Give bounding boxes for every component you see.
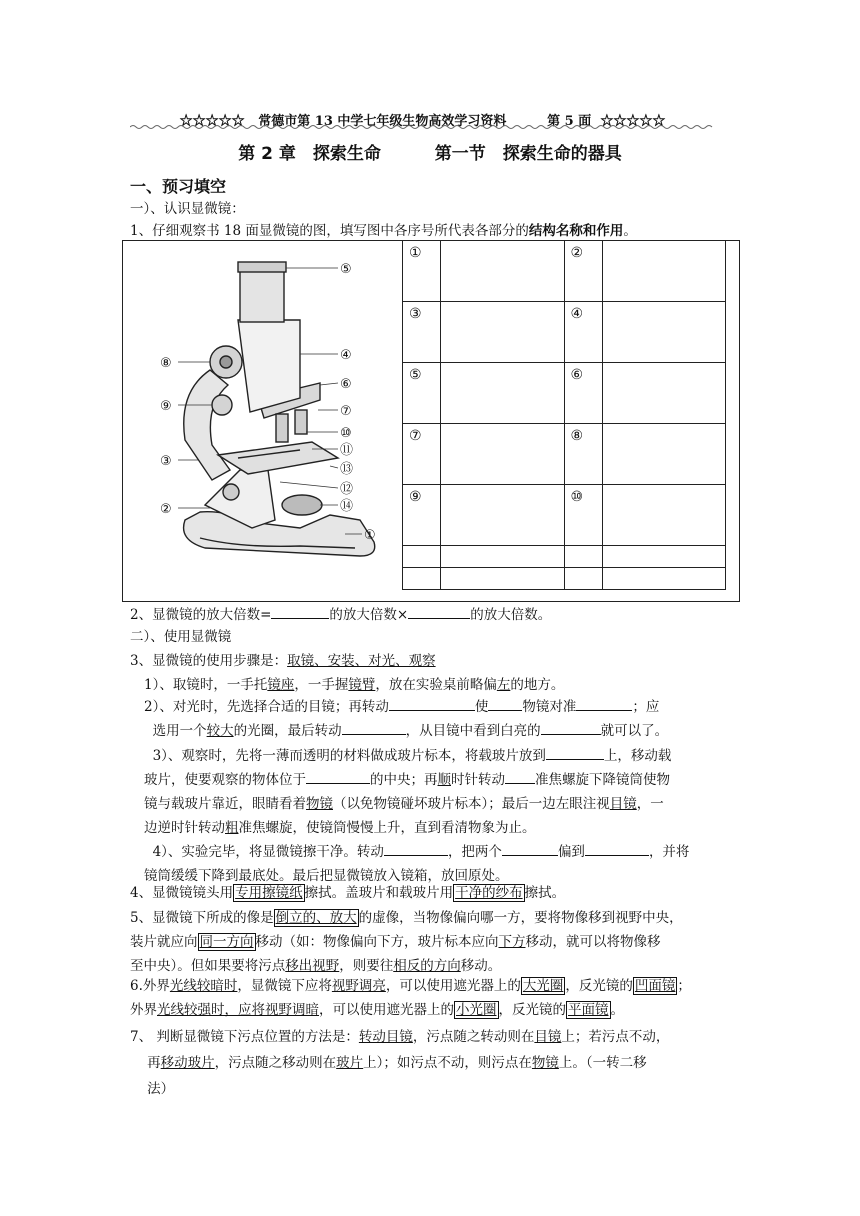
label-9: ⑨ xyxy=(160,399,172,414)
q3-2-e: 选用一个 xyxy=(152,723,207,739)
q6-g: ，反光镜的 xyxy=(565,978,633,994)
q2-a: 2、显微镜的放大倍数= xyxy=(130,607,272,623)
q3-1-d: 镜臂 xyxy=(348,677,376,693)
blank-coarse[interactable] xyxy=(505,769,535,784)
q5-f: 移动（如：物像偏向下方，玻片标本应向 xyxy=(255,934,499,950)
answer-number-cell xyxy=(564,567,602,589)
question-3-2 xyxy=(144,695,734,743)
answer-input-cell[interactable] xyxy=(441,567,565,589)
q5-k: ，则要往 xyxy=(339,958,394,974)
header-title: 常德市第 13 中学七年级生物高效学习资料 xyxy=(258,114,507,129)
answer-number-cell: ⑩ xyxy=(564,485,602,546)
answer-row xyxy=(403,363,726,424)
q6-d: 视野调亮 xyxy=(331,978,386,994)
q6-n: ，反光镜的 xyxy=(498,1002,566,1018)
answer-number-cell: ② xyxy=(564,241,602,302)
section-title-preview: 一、预习填空 xyxy=(130,177,227,196)
q4-d: 干净的纱布 xyxy=(455,885,523,901)
q3-3-b: 上，移动载 xyxy=(603,748,672,764)
subsection-use-microscope: 二）、使用显微镜 xyxy=(130,629,232,645)
q5-l: 相反的方向 xyxy=(393,958,461,974)
answer-row xyxy=(403,546,726,568)
q7-h: ，污点随之移动则在 xyxy=(214,1055,337,1071)
label-3: ③ xyxy=(160,454,172,469)
q5-e: 同一方向 xyxy=(199,934,254,950)
q5-g: 下方 xyxy=(498,934,526,950)
label-7: ⑦ xyxy=(340,404,352,419)
q3-2-f: 较大 xyxy=(206,723,234,739)
q5-a: 5、显微镜下所成的像是 xyxy=(130,910,274,926)
q5-i: 至中央）。但如果要将污点 xyxy=(130,958,286,974)
answer-input-cell[interactable] xyxy=(441,363,565,424)
q3-2-b: 使 xyxy=(474,699,489,715)
answer-number-cell xyxy=(403,546,441,568)
q3-4-e: 镜筒缓缓下降到最底处。最后把显微镜放入镜箱，放回原处。 xyxy=(144,868,509,884)
answer-number-cell: ⑧ xyxy=(564,424,602,485)
q7-i: 玻片 xyxy=(336,1055,364,1071)
answer-input-cell[interactable] xyxy=(602,363,726,424)
q3-1-e: ，放在实验桌前略偏 xyxy=(375,677,497,693)
q7-g: 移动玻片 xyxy=(160,1055,215,1071)
question-5 xyxy=(130,906,735,978)
q3-3-e: 顺 xyxy=(437,772,451,788)
header-page: 第 5 面 xyxy=(547,114,592,129)
answer-number-cell xyxy=(403,567,441,589)
q7-a: 7、 判断显微镜下污点位置的方法是： xyxy=(130,1029,359,1045)
answer-row xyxy=(403,241,726,302)
q6-a: 6.外界 xyxy=(130,978,170,994)
q3-3-l: ，一 xyxy=(636,796,664,812)
q6-p: 。 xyxy=(610,1002,624,1018)
answer-table xyxy=(402,240,726,590)
label-13: ⑬ xyxy=(340,462,354,477)
q3-2-h: ，从目镜中看到白亮的 xyxy=(405,723,541,739)
answer-row xyxy=(403,302,726,363)
q3-2-d: ；应 xyxy=(632,699,660,715)
label-12: ⑫ xyxy=(340,482,354,497)
q3-4-c: 偏到 xyxy=(557,844,585,860)
q7-j: 上）；如污点不动，则污点在 xyxy=(363,1055,532,1071)
q6-o: 平面镜 xyxy=(568,1002,609,1018)
answer-number-cell: ⑨ xyxy=(403,485,441,546)
answer-row xyxy=(403,567,726,589)
header-stars-right: ☆☆☆☆☆ xyxy=(600,114,666,129)
answer-input-cell[interactable] xyxy=(602,485,726,546)
answer-number-cell: ③ xyxy=(403,302,441,363)
q6-e: ，可以使用遮光器上的 xyxy=(385,978,521,994)
q3-3-h: 镜与载玻片靠近，眼睛看着 xyxy=(144,796,306,812)
blank-side[interactable] xyxy=(585,841,649,856)
question-4 xyxy=(130,880,735,906)
answer-number-cell: ① xyxy=(403,241,441,302)
q3-3-a: 3）、观察时，先将一薄而透明的材料做成玻片标本，将载玻片放到 xyxy=(152,748,546,764)
q4-b: 专用擦镜纸 xyxy=(235,885,303,901)
q3-4-b: ，把两个 xyxy=(447,844,502,860)
q7-c: ，污点随之转动则在 xyxy=(412,1029,535,1045)
q6-b: 光线较暗时 xyxy=(169,978,238,994)
q7-d: 目镜 xyxy=(534,1029,562,1045)
q5-m: 移动。 xyxy=(460,958,502,974)
answer-input-cell[interactable] xyxy=(602,546,726,568)
answer-row xyxy=(403,485,726,546)
q3-prefix: 3、显微镜的使用步骤是： xyxy=(130,653,288,669)
chapter-label: 第 2 章 探索生命 xyxy=(238,144,381,164)
blank-eyepiece-mag[interactable] xyxy=(271,604,329,619)
q1-suffix: 。 xyxy=(623,223,637,239)
q3-steps: 取镜、安装、对光、观察 xyxy=(287,653,436,669)
q3-1-a: 1）、取镜时，一手托 xyxy=(144,677,268,693)
section-label: 第一节 探索生命的器具 xyxy=(434,144,622,164)
answer-number-cell xyxy=(564,546,602,568)
q6-c: ，显微镜下应将 xyxy=(237,978,332,994)
answer-number-cell: ④ xyxy=(564,302,602,363)
q3-3-f: 时针转动 xyxy=(451,772,505,788)
q3-2-c: 物镜对准 xyxy=(522,699,577,715)
subsection-microscope: 一）、认识显微镜： xyxy=(130,201,245,217)
answer-input-cell[interactable] xyxy=(441,302,565,363)
q6-f: 大光圈 xyxy=(522,978,564,994)
label-5: ⑤ xyxy=(340,262,352,277)
question-3 xyxy=(130,648,735,674)
label-11: ⑪ xyxy=(340,443,354,458)
label-14: ⑭ xyxy=(340,499,354,514)
answer-number-cell: ⑦ xyxy=(403,424,441,485)
blank-field[interactable] xyxy=(541,720,601,735)
q5-c: 的虚像，当物像偏向哪一方，要将物像移到视野中央， xyxy=(358,910,683,926)
q4-c: 擦拭。盖玻片和载玻片用 xyxy=(304,885,454,901)
answer-input-cell[interactable] xyxy=(602,241,726,302)
answer-input-cell[interactable] xyxy=(602,302,726,363)
q5-j: 移出视野 xyxy=(285,958,340,974)
q7-b: 转动目镜 xyxy=(358,1029,413,1045)
q3-4-a: 4）、实验完毕，将显微镜擦干净。转动 xyxy=(152,844,384,860)
header-stars-left: ☆☆☆☆☆ xyxy=(179,114,245,129)
q3-1-g: 的地方。 xyxy=(510,677,565,693)
q5-d: 装片就应向 xyxy=(130,934,198,950)
answer-number-cell: ⑤ xyxy=(403,363,441,424)
blank-converter[interactable] xyxy=(389,696,475,711)
microscope-diagram xyxy=(0,0,402,600)
q7-k: 物镜 xyxy=(531,1055,559,1071)
q5-b: 倒立的、放大 xyxy=(275,910,357,926)
blank-low-power[interactable] xyxy=(488,696,522,711)
q2-c: 的放大倍数。 xyxy=(470,607,552,623)
q3-2-a: 2）、对光时，先选择合适的目镜；再转动 xyxy=(144,699,389,715)
question-3-3 xyxy=(144,744,734,840)
label-10: ⑩ xyxy=(340,426,352,441)
label-6: ⑥ xyxy=(340,377,352,392)
q3-2-g: 的光圈，最后转动 xyxy=(233,723,342,739)
q1-prefix: 1、仔细观察书 18 面显微镜的图，填写图中各序号所代表各部分的 xyxy=(130,223,529,239)
q3-3-k: 目镜 xyxy=(609,796,637,812)
q3-3-d: 的中央；再 xyxy=(370,772,438,788)
q3-2-i: 就可以了。 xyxy=(600,723,669,739)
label-2: ② xyxy=(160,502,172,517)
q7-f: 再 xyxy=(147,1055,161,1071)
q3-3-j: （以免物镜碰坏玻片标本）；最后一边左眼注视 xyxy=(333,796,610,812)
q3-1-c: ，一手握 xyxy=(294,677,349,693)
q6-i: ； xyxy=(677,978,691,994)
blank-light-hole-2[interactable] xyxy=(306,769,370,784)
question-6 xyxy=(130,974,735,1022)
q6-k: 光线较强时，应将视野调暗 xyxy=(157,1002,319,1018)
answer-number-cell: ⑥ xyxy=(564,363,602,424)
blank-converter-2[interactable] xyxy=(384,841,448,856)
q6-l: ，可以使用遮光器上的 xyxy=(319,1002,454,1018)
q3-4-d: ，并将 xyxy=(648,844,690,860)
q7-l: 上。（一转二移 xyxy=(558,1055,647,1071)
answer-input-cell[interactable] xyxy=(441,424,565,485)
blank-light-hole[interactable] xyxy=(576,696,632,711)
blank-objective-mag[interactable] xyxy=(408,604,470,619)
blank-mirror[interactable] xyxy=(342,720,406,735)
q6-m: 小光圈 xyxy=(456,1002,497,1018)
q4-a: 4、显微镜镜头用 xyxy=(130,885,234,901)
label-1: ① xyxy=(364,528,376,543)
label-4: ④ xyxy=(340,348,352,363)
answer-input-cell[interactable] xyxy=(602,567,726,589)
q1-bold: 结构名称和作用 xyxy=(528,223,624,239)
q6-h: 凹面镜 xyxy=(634,978,676,994)
answer-input-cell[interactable] xyxy=(441,241,565,302)
label-8: ⑧ xyxy=(160,356,172,371)
q3-3-c: 玻片，使要观察的物体位于 xyxy=(144,772,306,788)
blank-stage[interactable] xyxy=(546,745,604,760)
question-7 xyxy=(130,1024,735,1102)
answer-input-cell[interactable] xyxy=(441,546,565,568)
q7-m: 法） xyxy=(147,1081,175,1097)
q3-3-n: 粗 xyxy=(225,820,239,836)
blank-objectives[interactable] xyxy=(502,841,558,856)
answer-input-cell[interactable] xyxy=(441,485,565,546)
answer-input-cell[interactable] xyxy=(602,424,726,485)
answer-row xyxy=(403,424,726,485)
q3-3-i: 物镜 xyxy=(306,796,333,812)
q7-e: 上；若污点不动， xyxy=(561,1029,670,1045)
q5-h: 移动，就可以将物像移 xyxy=(525,934,661,950)
q3-1-f: 左 xyxy=(496,677,511,693)
q3-3-g: 准焦螺旋下降镜筒使物 xyxy=(535,772,670,788)
q6-j: 外界 xyxy=(130,1002,157,1018)
q3-1-b: 镜座 xyxy=(267,677,295,693)
q3-3-m: 边逆时针转动 xyxy=(144,820,225,836)
q4-e: 擦拭。 xyxy=(524,885,566,901)
q3-3-o: 准焦螺旋，使镜筒慢慢上升，直到看清物象为止。 xyxy=(238,820,536,836)
q2-b: 的放大倍数× xyxy=(329,607,409,623)
